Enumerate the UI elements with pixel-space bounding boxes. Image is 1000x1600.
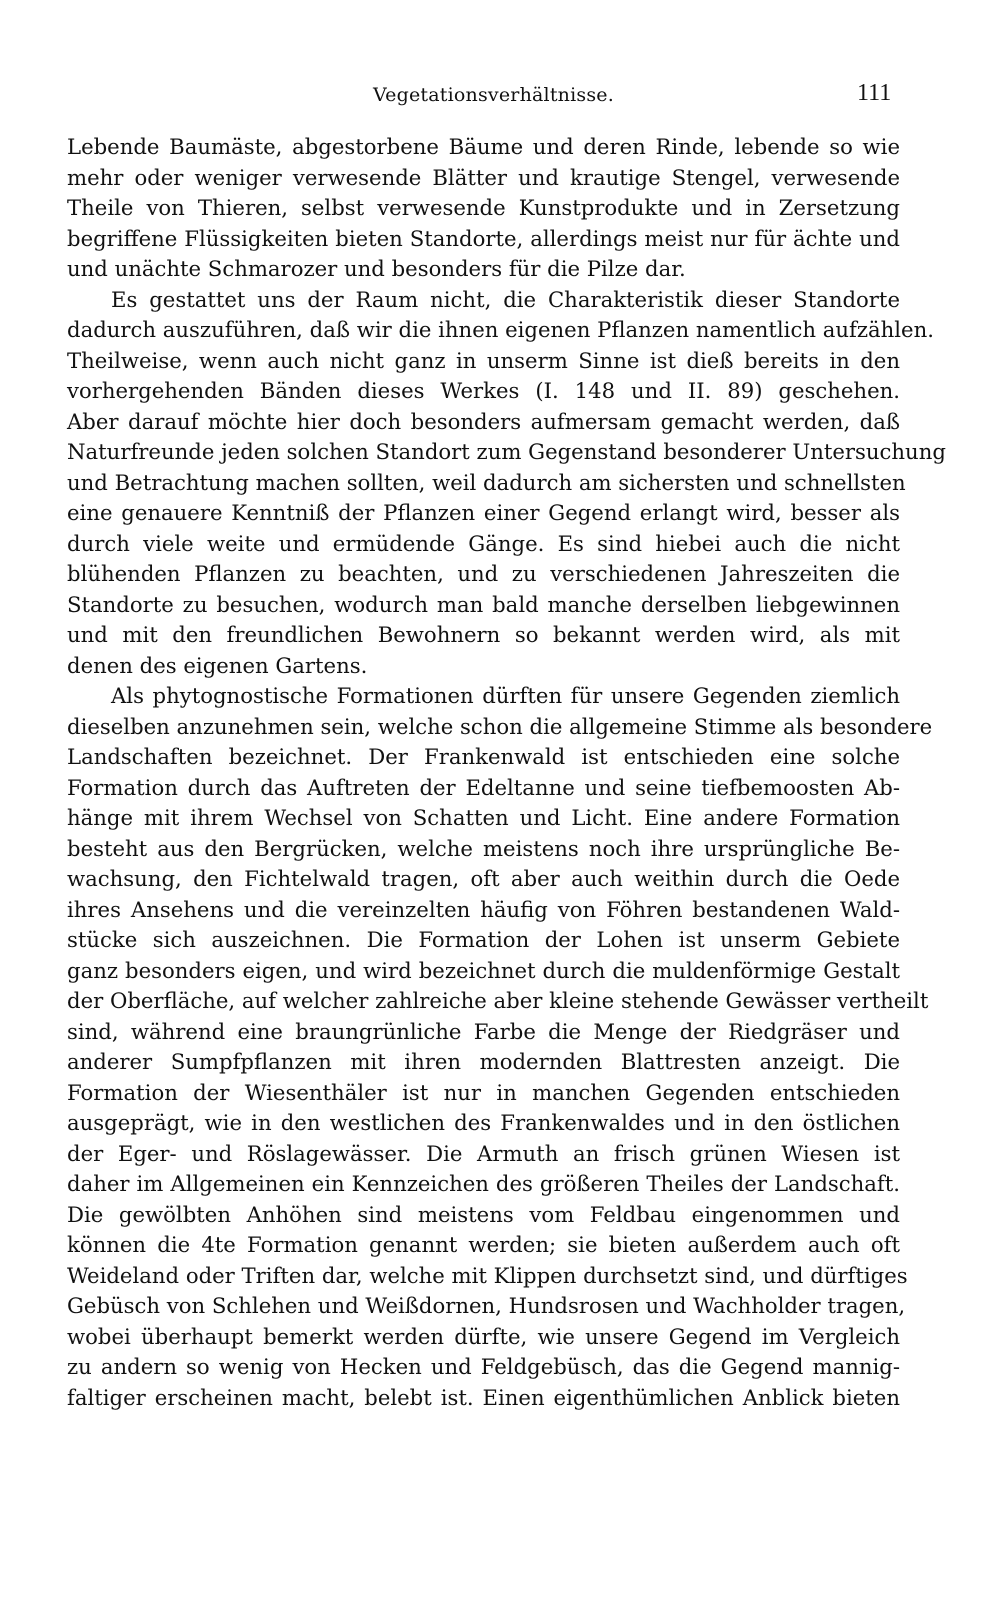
text-line: Weideland oder Triften dar, welche mit Klippen durchsetzt sind, und dürftiges — [67, 1262, 908, 1288]
text-line: Lebende Baumäste, abgestorbene Bäume und deren Rinde, lebende so wie — [67, 134, 900, 159]
text-line: wachsung, den Fichtelwald tragen, oft aber auch weithin durch die Oede — [67, 866, 900, 891]
text-line: zu andern so wenig von Hecken und Feldgebüsch, das die Gegend mannig- — [67, 1354, 900, 1379]
text-line: Naturfreunde jeden solchen Standort zum Gegenstand besonderer Untersuchung — [67, 439, 946, 464]
text-line: und unächte Schmarozer und besonders für die Pilze dar. — [67, 256, 686, 281]
text-line: anderer Sumpfpflanzen mit ihren modernden Blattresten anzeigt. Die — [67, 1049, 900, 1074]
text-line: können die 4te Formation genannt werden; sie bieten außerdem auch oft — [67, 1232, 900, 1257]
text-line: dadurch auszuführen, daß wir die ihnen eigenen Pflanzen namentlich aufzählen. — [67, 317, 934, 342]
text-line: Formation durch das Auftreten der Edeltanne und seine tiefbemoosten Ab- — [67, 774, 900, 800]
text-line: Standorte zu besuchen, wodurch man bald manche derselben liebgewinnen — [67, 591, 900, 617]
page-number: 111 — [857, 80, 892, 106]
text-line: wobei überhaupt bemerkt werden dürfte, wie unsere Gegend im Vergleich — [67, 1323, 900, 1349]
text-line: durch viele weite und ermüdende Gänge. Es sind hiebei auch die nicht — [67, 530, 900, 556]
text-line: hänge mit ihrem Wechsel von Schatten und Licht. Eine andere Formation — [67, 805, 900, 830]
text-line: dieselben anzunehmen sein, welche schon die allgemeine Stimme als besondere — [67, 713, 933, 739]
text-line: Als phytognostische Formationen dürften für unsere Gegenden ziemlich — [111, 683, 900, 708]
text-line: besteht aus den Bergrücken, welche meistens noch ihre ursprüngliche Be- — [67, 835, 900, 861]
text-line: faltiger erscheinen macht, belebt ist. Einen eigenthümlichen Anblick bieten — [67, 1384, 900, 1410]
text-line: ausgeprägt, wie in den westlichen des Frankenwaldes und in den östlichen — [67, 1110, 900, 1135]
text-line: und mit den freundlichen Bewohnern so bekannt werden wird, als mit — [67, 622, 900, 647]
text-line: eine genauere Kenntniß der Pflanzen einer Gegend erlangt wird, besser als — [67, 500, 900, 525]
text-line: stücke sich auszeichnen. Die Formation der Lohen ist unserm Gebiete — [67, 927, 900, 952]
body-text — [67, 132, 946, 1413]
text-line: Theilweise, wenn auch nicht ganz in unserm Sinne ist dieß bereits in den — [67, 347, 900, 373]
text-line: Aber darauf möchte hier doch besonders aufmersam gemacht werden, daß — [67, 408, 900, 434]
text-line: der Oberfläche, auf welcher zahlreiche aber kleine stehende Gewässer vertheilt — [67, 988, 929, 1013]
text-line: Formation der Wiesenthäler ist nur in manchen Gegenden entschieden — [67, 1079, 900, 1105]
text-line: Landschaften bezeichnet. Der Frankenwald ist entschieden eine solche — [67, 744, 900, 769]
text-line: Die gewölbten Anhöhen sind meistens vom Feldbau eingenommen und — [67, 1201, 900, 1227]
text-line: daher im Allgemeinen ein Kennzeichen des größeren Theiles der Landschaft. — [67, 1171, 900, 1196]
text-line: und Betrachtung machen sollten, weil dadurch am sichersten und schnellsten — [67, 469, 906, 495]
text-line: Theile von Thieren, selbst verwesende Kunstprodukte und in Zersetzung — [67, 195, 900, 220]
text-line: ihres Ansehens und die vereinzelten häufig von Föhren bestandenen Wald- — [67, 896, 900, 922]
text-line: ganz besonders eigen, und wird bezeichnet durch die muldenförmige Gestalt — [67, 957, 900, 983]
text-line: begriffene Flüssigkeiten bieten Standorte, allerdings meist nur für ächte und — [67, 225, 900, 251]
text-line: Gebüsch von Schlehen und Weißdornen, Hundsrosen und Wachholder tragen, — [67, 1293, 906, 1318]
text-line: blühenden Pflanzen zu beachten, und zu verschiedenen Jahreszeiten die — [67, 561, 900, 586]
text-line: vorhergehenden Bänden dieses Werkes (I. 148 und II. 89) geschehen. — [67, 378, 900, 403]
text-line: sind, während eine braungrünliche Farbe die Menge der Riedgräser und — [67, 1018, 900, 1044]
text-line: denen des eigenen Gartens. — [67, 652, 368, 678]
running-header: Vegetationsverhältnisse. — [373, 84, 614, 106]
text-line: mehr oder weniger verwesende Blätter und krautige Stengel, verwesende — [67, 164, 900, 190]
text-line: Es gestattet uns der Raum nicht, die Charakteristik dieser Standorte — [111, 286, 900, 312]
text-line: der Eger- und Röslagewässer. Die Armuth an frisch grünen Wiesen ist — [67, 1140, 900, 1166]
